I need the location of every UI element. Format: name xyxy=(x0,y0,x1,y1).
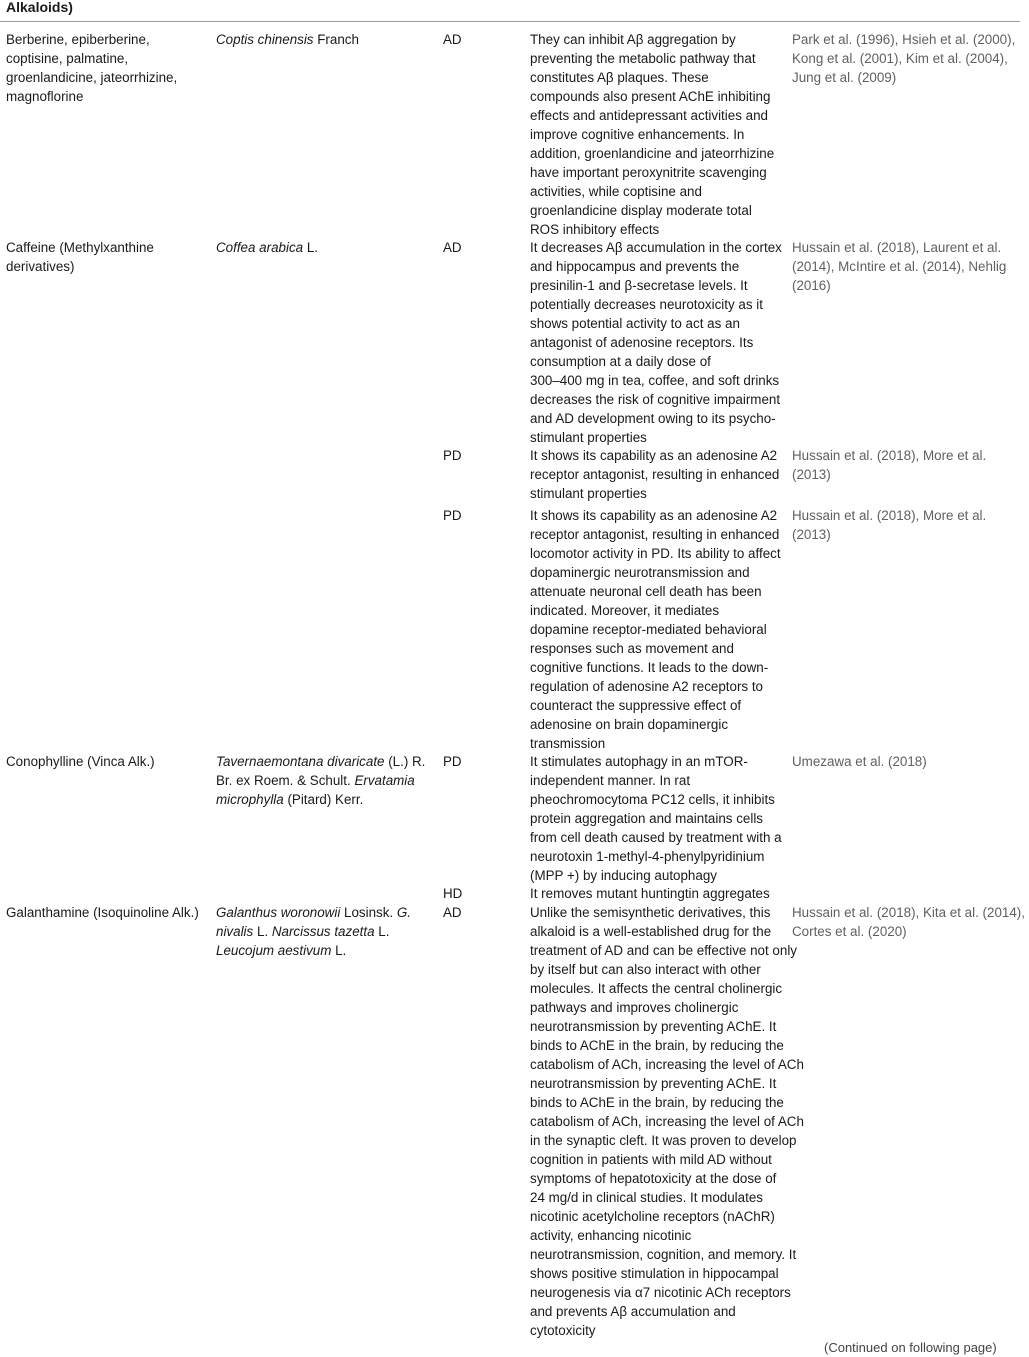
plant-source-line xyxy=(216,790,434,809)
species-name: Galanthus woronowii xyxy=(216,905,341,920)
activity-line: protein aggregation and maintains cells xyxy=(530,811,763,826)
header-rule xyxy=(0,21,1020,22)
species-name: Narcissus tazetta xyxy=(271,924,375,939)
activity-line: cognitive functions. It leads to the down- xyxy=(530,660,769,675)
activity-line: neurotoxin 1-methyl-4-phenylpyridinium xyxy=(530,849,765,864)
activity-line: binds to AChE in the brain, by reducing the xyxy=(530,1038,784,1053)
disease-cell: PD xyxy=(443,754,462,769)
reference-line: Kong et al. (2001), Kim et al. (2004), xyxy=(792,51,1008,66)
species-name: Coptis chinensis xyxy=(216,32,314,47)
plant-source-line xyxy=(216,922,434,941)
activity-cell xyxy=(530,30,780,239)
activity-line: symptoms of hepatotoxicity at the dose of xyxy=(530,1171,777,1186)
activity-line: It decreases Aβ accumulation in the cortex xyxy=(530,240,782,255)
disease-cell: PD xyxy=(443,448,462,463)
disease-cell: AD xyxy=(443,240,462,255)
plant-source-line xyxy=(216,752,434,771)
activity-line: transmission xyxy=(530,736,606,751)
disease-cell: HD xyxy=(443,886,463,901)
activity-line: stimulant properties xyxy=(530,430,647,445)
species-name: Leucojum aestivum xyxy=(216,943,332,958)
compound-line: Galanthamine (Isoquinoline Alk.) xyxy=(6,905,199,920)
reference-line: Hussain et al. (2018), More et al. xyxy=(792,448,987,463)
activity-cell xyxy=(530,506,780,753)
activity-line: 300–400 mg in tea, coffee, and soft drinks xyxy=(530,373,780,388)
activity-line: neurotransmission, cognition, and memory. It xyxy=(530,1247,797,1262)
section-heading: Alkaloids) xyxy=(6,0,73,15)
activity-line: dopamine receptor-mediated behavioral xyxy=(530,622,767,637)
activity-line: neurogenesis via α7 nicotinic ACh receptors xyxy=(530,1285,791,1300)
authority-text: Losinsk. xyxy=(340,905,397,920)
activity-line: catabolism of ACh, increasing the level of ACh xyxy=(530,1114,804,1129)
activity-line: indicated. Moreover, it mediates xyxy=(530,603,720,618)
activity-line: binds to AChE in the brain, by reducing the xyxy=(530,1095,784,1110)
activity-line: and prevents Aβ accumulation and xyxy=(530,1304,736,1319)
activity-line: decreases the risk of cognitive impairment xyxy=(530,392,781,407)
activity-line: It removes mutant huntingtin aggregates xyxy=(530,886,770,901)
activity-line: presinilin-1 and β-secretase levels. It xyxy=(530,278,748,293)
compound-line: coptisine, palmatine, xyxy=(6,51,129,66)
activity-line: compounds also present AChE inhibiting xyxy=(530,89,771,104)
reference-line: (2016) xyxy=(792,278,831,293)
activity-line: neurotransmission by preventing AChE. It xyxy=(530,1076,777,1091)
activity-line: 24 mg/d in clinical studies. It modulates xyxy=(530,1190,763,1205)
activity-line: shows positive stimulation in hippocampal xyxy=(530,1266,779,1281)
reference-line: (2013) xyxy=(792,467,831,482)
activity-line: by itself but can also interact with other xyxy=(530,962,761,977)
plant-source-line xyxy=(216,771,434,790)
species-name: Tavernaemontana divaricate xyxy=(216,754,385,769)
compound-cell xyxy=(6,238,206,276)
reference-line: Hussain et al. (2018), Laurent et al. xyxy=(792,240,1002,255)
activity-line: potentially decreases neurotoxicity as it xyxy=(530,297,763,312)
activity-line: have important peroxynitrite scavenging xyxy=(530,165,767,180)
continued-note: (Continued on following page) xyxy=(824,1340,997,1355)
compound-line: derivatives) xyxy=(6,259,75,274)
species-name: nivalis xyxy=(216,924,254,939)
activity-line: It shows its capability as an adenosine A2 xyxy=(530,508,778,523)
authority-text: (Pitard) Kerr. xyxy=(283,792,364,807)
plant-source-cell xyxy=(216,752,434,809)
reference-line: Hussain et al. (2018), More et al. xyxy=(792,508,987,523)
plant-source-line xyxy=(216,903,434,922)
compound-cell xyxy=(6,903,206,922)
references-cell xyxy=(792,506,1024,544)
activity-line: regulation of adenosine A2 receptors to xyxy=(530,679,764,694)
disease-cell: AD xyxy=(443,905,462,920)
activity-line: attenuate neuronal cell death has been xyxy=(530,584,762,599)
activity-line: alkaloid is a well-established drug for the xyxy=(530,924,772,939)
activity-line: ROS inhibitory effects xyxy=(530,222,660,237)
reference-line: Jung et al. (2009) xyxy=(792,70,897,85)
activity-cell xyxy=(530,903,804,1340)
compound-line: Conophylline (Vinca Alk.) xyxy=(6,754,155,769)
activity-line: treatment of AD and can be effective not only xyxy=(530,943,797,958)
references-cell xyxy=(792,903,1024,941)
authority-text: L. xyxy=(374,924,390,939)
species-name: Ervatamia xyxy=(354,773,415,788)
activity-line: groenlandicine display moderate total xyxy=(530,203,752,218)
activity-line: adenosine on brain dopaminergic xyxy=(530,717,729,732)
activity-line: stimulant properties xyxy=(530,486,647,501)
activity-line: antagonist of adenosine receptors. Its xyxy=(530,335,754,350)
species-name: Coffea arabica xyxy=(216,240,304,255)
activity-line: cytotoxicity xyxy=(530,1323,596,1338)
authority-text: L. xyxy=(331,943,347,958)
authority-text: L. xyxy=(303,240,318,255)
activity-line: improve cognitive enhancements. In xyxy=(530,127,745,142)
reference-line: Hussain et al. (2018), Kita et al. (2014), xyxy=(792,905,1025,920)
activity-line: pathways and improves cholinergic xyxy=(530,1000,739,1015)
plant-source-cell xyxy=(216,30,434,49)
authority-text: L. xyxy=(253,924,272,939)
reference-line: Umezawa et al. (2018) xyxy=(792,754,927,769)
activity-line: shows potential activity to act as an xyxy=(530,316,740,331)
activity-line: Unlike the semisynthetic derivatives, this xyxy=(530,905,771,920)
disease-cell: AD xyxy=(443,32,462,47)
plant-source-line xyxy=(216,941,434,960)
authority-text: Franch xyxy=(313,32,359,47)
activity-line: activity, enhancing nicotinic xyxy=(530,1228,692,1243)
reference-line: (2013) xyxy=(792,527,831,542)
species-name: microphylla xyxy=(216,792,284,807)
plant-source-line xyxy=(216,30,434,49)
reference-line: Cortes et al. (2020) xyxy=(792,924,907,939)
activity-line: They can inhibit Aβ aggregation by xyxy=(530,32,736,47)
plant-source-line xyxy=(216,238,434,257)
species-name: G. xyxy=(396,905,412,920)
activity-line: effects and antidepressant activities and xyxy=(530,108,768,123)
activity-line: It shows its capability as an adenosine A2 xyxy=(530,448,778,463)
activity-line: neurotransmission by preventing AChE. It xyxy=(530,1019,777,1034)
compound-line: Caffeine (Methylxanthine xyxy=(6,240,154,255)
references-cell xyxy=(792,752,1024,771)
activity-line: and hippocampus and prevents the xyxy=(530,259,740,274)
activity-line: responses such as movement and xyxy=(530,641,734,656)
activity-line: counteract the suppressive effect of xyxy=(530,698,742,713)
authority-text: Br. ex Roem. & Schult. xyxy=(216,773,355,788)
compound-line: Berberine, epiberberine, xyxy=(6,32,150,47)
compound-cell xyxy=(6,30,206,106)
activity-line: from cell death caused by treatment with a xyxy=(530,830,782,845)
activity-cell xyxy=(530,238,780,447)
compound-cell xyxy=(6,752,206,771)
activity-line: receptor antagonist, resulting in enhanced xyxy=(530,467,780,482)
activity-line: molecules. It affects the central cholinergic xyxy=(530,981,783,996)
activity-line: receptor antagonist, resulting in enhanced xyxy=(530,527,780,542)
activity-line: (MPP +) by inducing autophagy xyxy=(530,868,717,883)
compound-line: groenlandicine, jateorrhizine, xyxy=(6,70,178,85)
reference-line: (2014), McIntire et al. (2014), Nehlig xyxy=(792,259,1007,274)
activity-line: nicotinic acetylcholine receptors (nAChR) xyxy=(530,1209,775,1224)
activity-line: It stimulates autophagy in an mTOR- xyxy=(530,754,748,769)
references-cell xyxy=(792,446,1024,484)
activity-line: locomotor activity in PD. Its ability to affect xyxy=(530,546,781,561)
plant-source-cell xyxy=(216,238,434,257)
reference-line: Park et al. (1996), Hsieh et al. (2000), xyxy=(792,32,1016,47)
activity-cell xyxy=(530,752,780,885)
authority-text: (L.) R. xyxy=(384,754,426,769)
activity-cell xyxy=(530,446,780,503)
activity-line: catabolism of ACh, increasing the level of ACh xyxy=(530,1057,804,1072)
plant-source-cell xyxy=(216,903,434,960)
activity-line: dopaminergic neurotransmission and xyxy=(530,565,750,580)
activity-line: activities, while coptisine and xyxy=(530,184,702,199)
references-cell xyxy=(792,238,1024,295)
activity-cell xyxy=(530,884,780,903)
disease-cell: PD xyxy=(443,508,462,523)
activity-line: in the synaptic cleft. It was proven to develop xyxy=(530,1133,797,1148)
activity-line: pheochromocytoma PC12 cells, it inhibits xyxy=(530,792,775,807)
activity-line: cognition in patients with mild AD without xyxy=(530,1152,772,1167)
activity-line: independent manner. In rat xyxy=(530,773,691,788)
activity-line: addition, groenlandicine and jateorrhizine xyxy=(530,146,775,161)
activity-line: preventing the metabolic pathway that xyxy=(530,51,756,66)
activity-line: consumption at a daily dose of xyxy=(530,354,711,369)
activity-line: constitutes Aβ plaques. These xyxy=(530,70,709,85)
compound-line: magnoflorine xyxy=(6,89,84,104)
activity-line: and AD development owing to its psycho- xyxy=(530,411,776,426)
references-cell xyxy=(792,30,1024,87)
